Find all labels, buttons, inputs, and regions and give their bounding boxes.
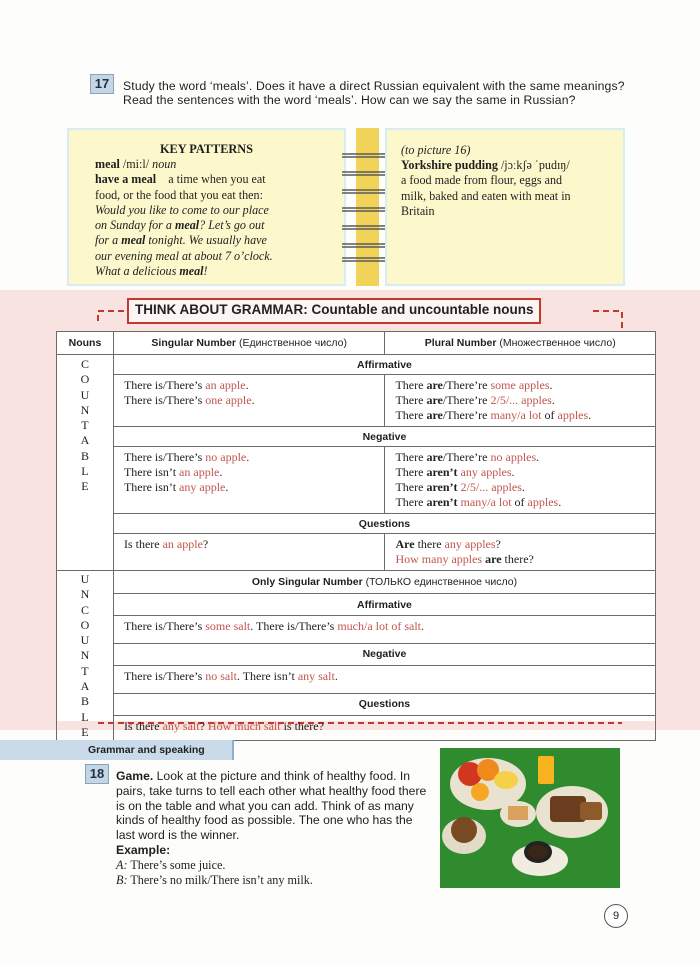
phrase: have a meal xyxy=(95,172,157,187)
uncountable-letter: U xyxy=(80,633,90,648)
speaker-b: B: xyxy=(116,872,128,887)
task-18-body xyxy=(116,769,428,887)
example-line-2 xyxy=(95,218,345,233)
u-affirmative-header: Affirmative xyxy=(113,594,655,616)
uncountable-question: Is there any salt? How much salt is there? xyxy=(113,715,655,740)
countable-letter: T xyxy=(81,418,89,433)
grammar-title: THINK ABOUT GRAMMAR: Countable and uncountable nouns xyxy=(127,298,541,324)
singular-affirmative: There is/There’s an apple. There is/There’s one apple. xyxy=(113,375,385,427)
col-plural xyxy=(385,332,656,355)
countable-letter: B xyxy=(80,448,89,463)
definition-2: food, or the food that you eat then: xyxy=(95,187,263,202)
uncountable-letter: A xyxy=(80,679,90,694)
col-nouns: Nouns xyxy=(57,332,114,355)
negative-header: Negative xyxy=(113,427,655,447)
uncountable-negative: There is/There’s no salt. There isn’t any salt. xyxy=(113,666,655,694)
key-patterns-body xyxy=(95,157,345,279)
countable-letter: O xyxy=(80,372,90,387)
task-17-instructions: Study the word ‘meals’. Does it have a direct Russian equivalent with the same meanings? Read the sentences with the word ‘meals’. How can we say the same in Russian? xyxy=(123,79,625,108)
only-singular-ru: (ТОЛЬКО единственное число) xyxy=(365,576,518,589)
task-number-17: 17 xyxy=(90,74,114,94)
uncountable-letter: N xyxy=(80,648,90,663)
part-of-speech: noun xyxy=(152,157,177,171)
example-a-text: There’s some juice. xyxy=(130,857,226,872)
example-label: Example: xyxy=(116,842,171,857)
countable-letter: C xyxy=(80,357,89,371)
task-number-18: 18 xyxy=(85,764,109,784)
countable-letter: L xyxy=(81,464,89,479)
plural-affirmative: There are/There’re some apples. There are/There’re 2/5/... apples. There are/There’re many/a lot of apples. xyxy=(385,375,656,427)
yorkshire-pudding-card xyxy=(385,128,625,286)
yorkshire-def-1: a food made from flour, eggs and xyxy=(401,173,563,188)
uncountable-letter: B xyxy=(80,694,89,709)
questions-header: Questions xyxy=(113,514,655,534)
example-line-1: Would you like to come to our place xyxy=(95,202,269,217)
only-singular-label: Only Singular Number xyxy=(251,576,363,589)
uncountable-letter: U xyxy=(80,572,90,586)
plural-ru: (Множественное число) xyxy=(499,337,616,349)
ex2b: meal xyxy=(174,218,200,233)
countable-letter: A xyxy=(80,433,90,448)
ex5a: What a delicious xyxy=(95,264,180,279)
yorkshire-body xyxy=(401,143,623,219)
ex3c: tonight. We usually have xyxy=(145,233,267,248)
headword: meal xyxy=(95,157,120,171)
uncountable-letter: C xyxy=(80,602,89,617)
ex2a: on Sunday for a xyxy=(95,218,175,233)
example-line-3 xyxy=(95,233,345,248)
plural-label: Plural Number xyxy=(424,337,497,349)
uncountable-label xyxy=(57,571,114,741)
plural-question: Are there any apples? How many apples are there? xyxy=(385,534,656,571)
uncountable-affirmative: There is/There’s some salt. There is/There’s much/a lot of salt. xyxy=(113,616,655,644)
definition-1: a time when you eat xyxy=(168,172,266,187)
u-questions-header: Questions xyxy=(113,693,655,715)
example-a xyxy=(116,858,428,873)
speaker-a: A: xyxy=(116,857,128,872)
uncountable-letter: E xyxy=(81,724,89,739)
singular-negative: There is/There’s no apple. There isn’t an apple. There isn’t any apple. xyxy=(113,447,385,514)
key-patterns-title: KEY PATTERNS xyxy=(159,142,254,156)
yorkshire-term: Yorkshire pudding xyxy=(401,158,498,173)
yorkshire-transcription: /jɔːkʃə ˈpudɪŋ/ xyxy=(500,158,570,173)
section-label: Grammar and speaking xyxy=(88,744,205,756)
example-b-text: There’s no milk/There isn’t any milk. xyxy=(130,872,313,887)
singular-label: Singular Number xyxy=(151,337,237,349)
uncountable-letter: N xyxy=(80,587,90,602)
transcription: /mi:l/ xyxy=(122,157,150,171)
plural-negative: There are/There’re no apples. There aren’t any apples. There aren’t 2/5/... apples. There aren’t many/a lot of apples. xyxy=(385,447,656,514)
task-18-title: Game. xyxy=(116,769,154,783)
ex5c: ! xyxy=(203,264,208,279)
example-line-5 xyxy=(95,264,345,279)
ex2c: ? Let’s go out xyxy=(199,218,265,233)
only-singular-header xyxy=(113,571,655,594)
example-line-4: our evening meal at about 7 o’clock. xyxy=(95,248,273,263)
ex3a: for a xyxy=(95,233,122,248)
ex3b: meal xyxy=(121,233,146,248)
picture-note: (to picture 16) xyxy=(401,143,471,157)
yorkshire-def-3: Britain xyxy=(401,203,435,218)
yorkshire-def-2: milk, baked and eaten with meat in xyxy=(401,188,571,203)
task-18-text: Look at the picture and think of healthy food. In pairs, take turns to tell each other what healthy food there is on the table and what you can add. Think of as many kinds of healthy food as possible. The one who has the last word is the winner. xyxy=(116,769,427,843)
grammar-table-wrap xyxy=(56,331,656,739)
task-18-instructions xyxy=(116,769,428,843)
uncountable-letter: T xyxy=(81,663,89,678)
countable-label xyxy=(57,355,114,571)
grammar-table xyxy=(56,331,656,741)
countable-letter: E xyxy=(81,479,89,494)
uncountable-letter: L xyxy=(81,709,89,724)
col-singular xyxy=(113,332,385,355)
example-b xyxy=(116,873,428,888)
u-negative-header: Negative xyxy=(113,643,655,665)
affirmative-header: Affirmative xyxy=(113,355,655,375)
countable-letter: U xyxy=(80,387,90,402)
ex5b: meal xyxy=(179,264,204,279)
page-number: 9 xyxy=(604,904,628,928)
key-patterns-card xyxy=(67,128,346,286)
uncountable-letter: O xyxy=(80,617,90,632)
singular-question: Is there an apple? xyxy=(113,534,385,571)
countable-letter: N xyxy=(80,402,90,417)
singular-ru: (Единственное число) xyxy=(238,337,347,349)
healthy-food-photo xyxy=(440,748,620,888)
notebook-rings-icon xyxy=(340,150,390,262)
